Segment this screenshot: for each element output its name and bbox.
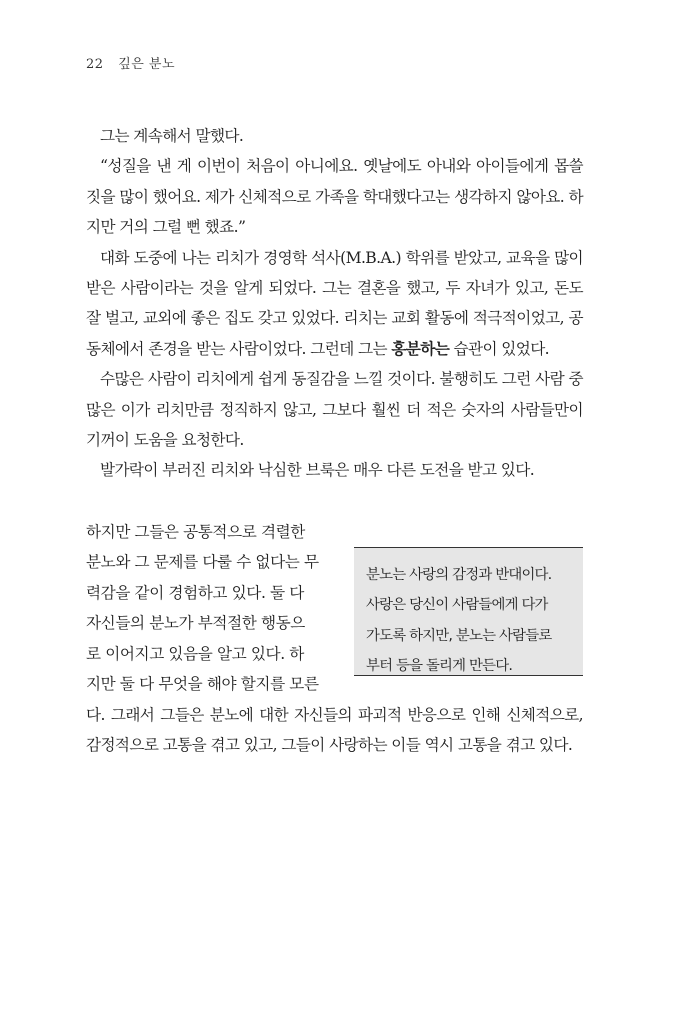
book-title: 깊은 분노	[118, 57, 176, 72]
callout-line: 가도록 하지만, 분노는 사람들로	[366, 627, 552, 644]
paragraph: 그는 계속해서 말했다.	[100, 127, 244, 145]
paragraph: 수많은 사람이 리치에게 쉽게 동질감을 느낄 것이다. 불행히도 그런 사람 중 많은 이가 리치만큼 정직하지 않고, 그보다 훨씬 더 적은 숫자의 사람들만이 기꺼이 도움을 요청한다.	[86, 370, 583, 450]
paragraph: 발가락이 부러진 리치와 낙심한 브룩은 매우 다른 도전을 받고 있다.	[100, 461, 535, 480]
callout-line: 부터 등을 돌리게 만든다.	[366, 658, 513, 675]
page-number: 22	[86, 57, 104, 72]
paragraph	[86, 243, 583, 365]
running-header	[86, 53, 175, 72]
paragraph-text: 습관이 있었다.	[449, 339, 550, 358]
pull-quote-box	[354, 547, 583, 676]
text-line: 지만 둘 다 무엇을 해야 할지를 모른	[86, 675, 319, 694]
callout-line: 분노는 사랑의 감정과 반대이다.	[366, 567, 552, 583]
main-text-top	[86, 121, 583, 486]
text-line: 하지만 그들은 공통적으로 격렬한	[86, 523, 305, 541]
quote-paragraph: “성질을 낸 게 이번이 처음이 아니에요. 옛날에도 아내와 아이들에게 몹쓸 짓을 많이 했어요. 제가 신체적으로 가족을 학대했다고는 생각하지 않아요. 하지만 거의 그럴 뻔 했죠.”	[86, 157, 583, 237]
text-line: 로 이어지고 있음을 알고 있다. 하	[86, 644, 304, 663]
paragraph-text: 대화 도중에 나는 리치가 경영학 석사(M.B.A.) 학위를 받았고, 교육을 많이 받은 사람이라는 것을 알게 되었다. 그는 결혼을 했고, 두 자녀가 있고, 돈도 잘 벌고, 교외에 좋은 집도 갖고 있었다. 리치는 교회 활동에 적극적이었고, 공동체에서 존경을 받는 사람이었다. 그런데 그는	[86, 248, 583, 358]
paragraph: 다. 그래서 그들은 분노에 대한 자신들의 파괴적 반응으로 인해 신체적으로, 감정적으로 고통을 겪고 있고, 그들이 사랑하는 이들 역시 고통을 겪고 있다.	[86, 706, 583, 755]
text-line: 자신들의 분노가 부적절한 행동으	[86, 614, 305, 633]
wrapped-text-column	[86, 517, 338, 699]
callout-line: 사랑은 당신이 사람들에게 다가	[366, 597, 548, 614]
bold-term: 홍분하는	[391, 338, 450, 358]
text-line: 분노와 그 문제를 다룰 수 없다는 무	[86, 553, 319, 572]
text-line: 력감을 같이 경험하고 있다. 둘 다	[86, 583, 304, 602]
main-text-bottom	[86, 700, 583, 761]
